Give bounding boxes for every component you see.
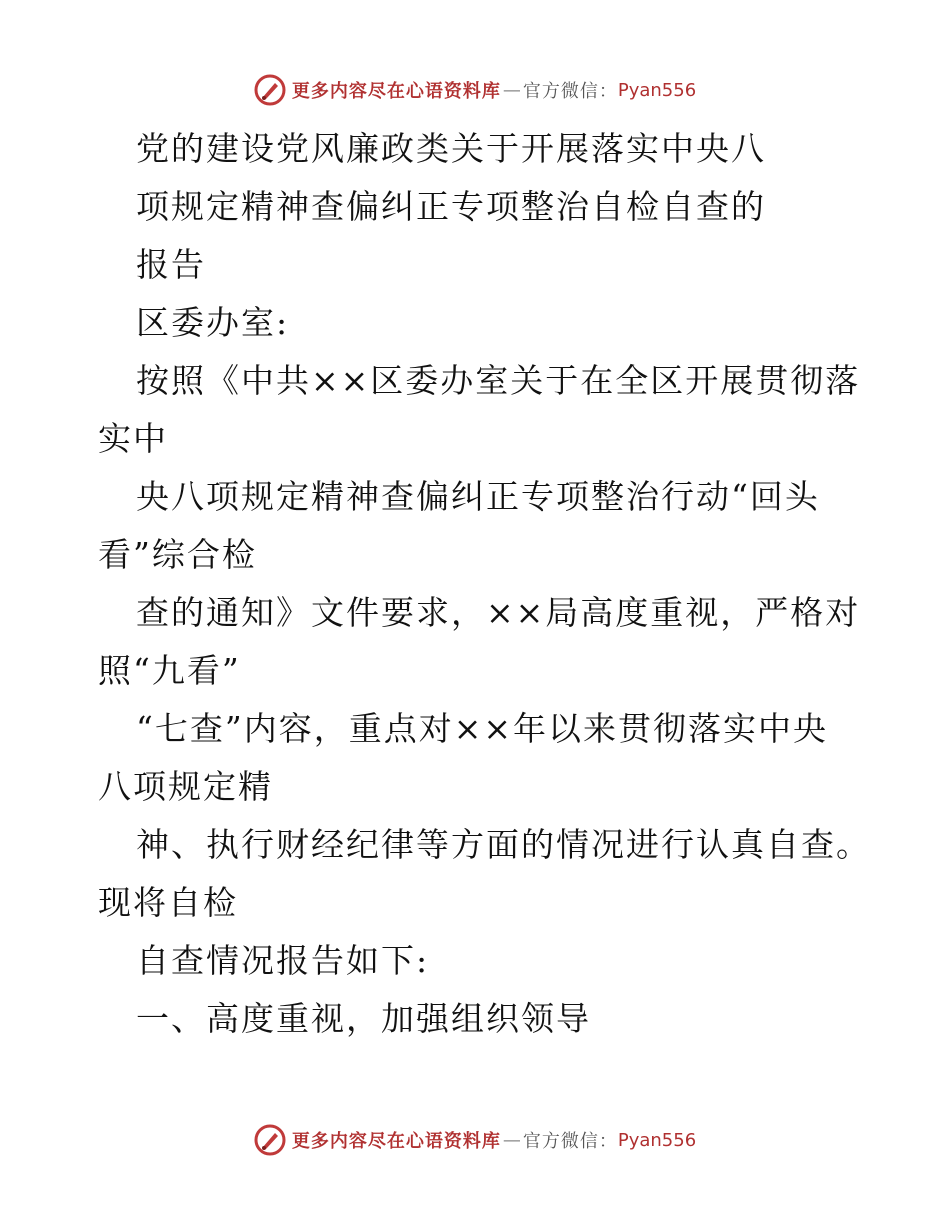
pen-logo-icon <box>254 74 286 106</box>
body-line: 照“九看” <box>98 651 241 690</box>
watermark-wechat-label: 官方微信： <box>522 1131 618 1152</box>
body-line: 八项规定精 <box>98 767 273 806</box>
watermark-wechat-id: Pyan556 <box>617 1129 697 1151</box>
section-heading: 一、高度重视，加强组织领导 <box>136 999 591 1038</box>
pen-logo-icon <box>254 1124 286 1156</box>
watermark-separator: — <box>502 1129 521 1151</box>
watermark-site-text: 更多内容尽在心语资料库 <box>291 1131 501 1152</box>
body-line: “七查”内容，重点对××年以来贯彻落实中央 <box>136 709 829 748</box>
title-line: 项规定精神查偏纠正专项整治自检自查的 <box>136 187 766 226</box>
watermark-site-text: 更多内容尽在心语资料库 <box>291 81 501 102</box>
body-line: 实中 <box>98 419 168 458</box>
title-line: 党的建设党风廉政类关于开展落实中央八 <box>136 129 766 168</box>
body-line: 现将自检 <box>98 883 238 922</box>
body-line: 区委办室: <box>136 303 290 342</box>
body-line: 央八项规定精神查偏纠正专项整治行动“回头 <box>136 477 820 516</box>
body-line: 按照《中共××区委办室关于在全区开展贯彻落 <box>136 361 861 400</box>
title-line: 报告 <box>136 245 206 284</box>
body-line: 神、执行财经纪律等方面的情况进行认真自查。 <box>136 825 871 864</box>
body-line: 自查情况报告如下: <box>136 941 430 980</box>
body-line: 查的通知》文件要求，××局高度重视，严格对 <box>136 593 861 632</box>
header-watermark <box>0 70 950 110</box>
document-body <box>98 120 871 1048</box>
footer-watermark <box>0 1120 950 1160</box>
watermark-wechat-id: Pyan556 <box>617 79 697 101</box>
document-title <box>98 120 858 294</box>
body-line: 看”综合检 <box>98 535 257 574</box>
document-text <box>98 294 871 1048</box>
watermark-separator: — <box>502 79 521 101</box>
watermark-wechat-label: 官方微信： <box>522 81 618 102</box>
